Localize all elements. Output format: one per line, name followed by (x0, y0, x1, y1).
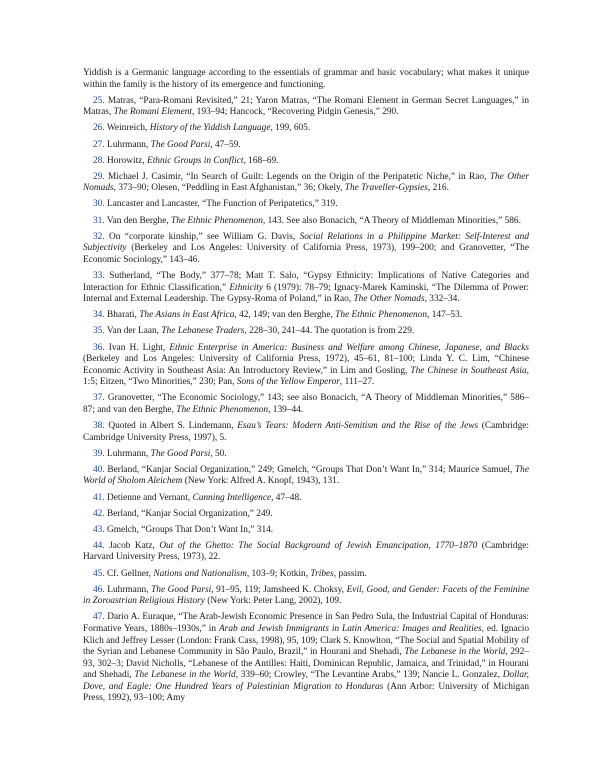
endnote-text: Berland, “Kanjar Social Organization,” 249; Gmelch, “Groups That Don’t Want In,” 314; Maurice Samuel, (104, 464, 515, 475)
endnote-text: Van der Laan, (104, 326, 162, 337)
endnote-text: , 216. (427, 183, 449, 194)
endnote-text: Van den Berghe, (104, 215, 172, 226)
endnote (83, 326, 529, 338)
endnote-number-link[interactable]: 46. (93, 584, 105, 595)
endnote-text: (Cambridge: Harvard University Press, 1973), 22. (83, 540, 530, 563)
endnote-number-link[interactable]: 47. (93, 612, 105, 623)
endnote-text: , 111–27. (339, 377, 375, 388)
endnote-title-italic: The Ethnic Phenomenon (335, 310, 428, 321)
endnote-number-link[interactable]: 39. (93, 448, 105, 459)
endnote-text: (Cambridge: Cambridge University Press, 1997), 5. (83, 420, 529, 443)
endnote-title-italic: Ethnic Enterprise in America: Business and Welfare among Chinese, Japanese, and Blacks (169, 342, 530, 353)
endnote-number-link[interactable]: 29. (93, 171, 105, 182)
endnote-number-link[interactable]: 30. (93, 199, 105, 210)
endnote-title-italic: Tribes (310, 568, 334, 579)
endnote (83, 421, 529, 444)
endnote-number-link[interactable]: 26. (93, 123, 105, 134)
endnote (83, 449, 529, 461)
endnote-text: Granovetter, “The Economic Sociology,” 143; see also Bonacich, “A Theory of Middleman Minorities,” 586–87; and van den Berghe, (83, 393, 529, 415)
endnote-text: Michael J. Casimir, “In Search of Guilt: Legends on the Origin of the Peripatetic Niche,” in Rao, (104, 171, 490, 182)
endnote-title-italic: The Good Parsi (151, 584, 212, 595)
endnote-text: Detienne and Vernant, (104, 492, 193, 503)
endnote-number-link[interactable]: 25. (93, 95, 105, 106)
endnote-text: On “corporate kinship,” see William G. Davis, (104, 231, 300, 242)
endnote-number-link[interactable]: 43. (93, 524, 105, 535)
endnote-title-italic: Sons of the Yellow Emperor (236, 377, 340, 388)
endnote-text: , 339–60; Crowley, “The Levantine Arabs,” 139; Nancie L. Gonzalez, (235, 670, 503, 681)
endnote (83, 199, 529, 211)
endnote-text: (Berkeley and Los Angeles: University of California Press, 1972), 45–61, 81–100; Linda Y. C. Lim, “Chinese Economic Activity in Southeast Asia: An Introductory Review,” in Lim and Gosling, (83, 354, 529, 376)
endnote-title-italic: Nations and Nationalism (153, 568, 247, 579)
endnote-text: Luhrmann, (104, 448, 151, 459)
endnote-title-italic: Esau’s Tears: Modern Anti-Semitism and the Rise of the Jews (237, 420, 479, 431)
endnote-text: , 373–90; Olesen, “Peddling in East Afghanistan,” 36; Okely, (113, 183, 345, 194)
endnote-text: , 143. See also Bonacich, “A Theory of Middleman Minorities,” 586. (262, 215, 521, 226)
endnote-text: Luhrmann, (104, 584, 152, 595)
endnote-number-link[interactable]: 41. (93, 492, 105, 503)
endnote (83, 123, 529, 135)
endnote (83, 569, 529, 581)
endnote (83, 465, 529, 488)
endnote (83, 310, 529, 322)
endnote-text: 6 (1979): 78–79; Ignacy-Marek Kaminski, “The Dilemma of Power: Internal and External Leadership. The Gypsy-Roma of Poland,” in Rao, (83, 282, 529, 305)
endnote-text: (New York: Alfred A. Knopf, 1943), 131. (182, 476, 340, 487)
endnote-title-italic: The Good Parsi (150, 448, 211, 459)
endnote-text: , 47–59. (210, 139, 241, 150)
endnote-text: Ivan H. Light, (104, 342, 170, 353)
endnote-text: Berland, “Kanjar Social Organization,” 249. (104, 508, 273, 519)
endnote-text: Gmelch, “Groups That Don’t Want In,” 314. (104, 524, 274, 535)
endnote-title-italic: The Ethnic Phenomenon (176, 404, 269, 415)
endnote-number-link[interactable]: 27. (93, 139, 105, 150)
endnote-title-italic: The Asians in East Africa (139, 310, 235, 321)
endnote-text: Dario A. Euraque, “The Arab-Jewish Economic Presence in San Pedro Sula, the Industrial Capital of Honduras: Formative Years, 1880s–1930s,” in (83, 612, 529, 634)
endnote-text: , 1:5; Eitzen, “Two Minorities,” 230; Pan, (83, 365, 529, 388)
endnote-title-italic: Cunning Intelligence (192, 492, 272, 503)
endnote-number-link[interactable]: 44. (93, 540, 105, 551)
endnote-title-italic: The Lebanese Traders (161, 326, 245, 337)
endnote (83, 541, 529, 564)
endnote-text: Matras, “Para-Romani Revisited,” 21; Yaron Matras, “The Romani Element in German Secret Languages,” in Matras, (83, 95, 529, 118)
endnote-text: Cf. Gellner, (104, 568, 154, 579)
continuation-paragraph: Yiddish is a Germanic language according to the essentials of grammar and basic vocabulary; what makes it unique within the family is the history of its emergence and functioning. (83, 68, 529, 90)
endnote-title-italic: Social Relations in a Philippine Market: Self-Interest and Subjectivity (83, 231, 529, 254)
endnote-title-italic: Ethnic Groups in Conflict (147, 155, 244, 166)
endnote-title-italic: The Ethnic Phenomenon (171, 215, 263, 226)
endnote-text: , 193–94; Hancock, “Recovering Pidgin Genesis,” 290. (192, 107, 399, 118)
endnote-text: , 42, 149; van den Berghe, (234, 310, 336, 321)
endnote-number-link[interactable]: 33. (93, 271, 105, 281)
endnote-text: Horowitz, (104, 155, 147, 166)
endnote-text: Weinreich, (104, 123, 150, 134)
endnote-text: (Ann Arbor: University of Michigan Press, 1992), 93–100; Amy (83, 681, 529, 704)
endnote-text: , 91–95, 119; Jamsheed K. Choksy, (211, 584, 347, 595)
endnote-title-italic: The Traveller-Gypsies (344, 183, 428, 194)
endnotes-list (83, 96, 529, 705)
endnote (83, 140, 529, 152)
endnote (83, 232, 529, 267)
endnote-text: Quoted in Albert S. Lindemann, (104, 420, 238, 431)
endnote-number-link[interactable]: 42. (93, 508, 105, 519)
endnote-number-link[interactable]: 28. (93, 155, 105, 166)
endnote-title-italic: Dollar, Dove, and Eagle: One Hundred Years of Palestinian Migration to Honduras (83, 670, 529, 692)
endnote (83, 271, 529, 306)
endnote-text: , 199, 605. (270, 123, 311, 134)
endnote-number-link[interactable]: 45. (93, 568, 105, 579)
endnote-text: , 50. (210, 448, 227, 459)
endnote-text: , 139–44. (268, 404, 304, 415)
endnote-text: , ed. Ignacio Klich and Jeffrey Lesser (London: Frank Cass, 1998), 95, 109; Clark S. Knowlton, “The Social and Spatial Mobility of the Syrian and Lebanese Community in São Paulo, Brazil,” in Hourani and Shehadi, (83, 623, 529, 658)
endnote-text: , passim. (333, 568, 367, 579)
endnote-title-italic: The Chinese in Southeast Asia (410, 365, 527, 376)
endnote-text: Bharati, (104, 310, 140, 321)
endnote-title-italic: The Other Nomads (353, 294, 425, 305)
endnote-text: , 228–30, 241–44. The quotation is from 229. (244, 326, 415, 337)
endnote-number-link[interactable]: 37. (93, 393, 105, 404)
endnote-title-italic: Out of the Ghetto: The Social Background of Jewish Emancipation, 1770–1870 (159, 540, 478, 551)
endnote (83, 612, 529, 704)
endnote-number-link[interactable]: 34. (93, 310, 105, 321)
endnote-number-link[interactable]: 36. (93, 342, 105, 353)
endnote-text: Jacob Katz, (104, 540, 160, 551)
endnote-number-link[interactable]: 32. (93, 231, 105, 242)
endnote-text: , 292–93, 302–3; David Nicholls, “Lebanese of the Antilles: Haiti, Dominican Republic, Jamaica, and Trinidad,” in Hourani and Shehadi, (83, 647, 529, 681)
endnote (83, 343, 529, 389)
endnote-title-italic: Evil, Good, and Gender: Facets of the Feminine in Zoroastrian Religious History (83, 584, 530, 607)
endnote (83, 509, 529, 521)
endnote-title-italic: The Good Parsi (150, 139, 211, 150)
endnote-number-link[interactable]: 38. (93, 420, 105, 431)
endnote (83, 156, 529, 168)
endnotes-page (83, 68, 529, 709)
endnote-text: Luhrmann, (104, 139, 151, 150)
endnote-text: , 332–34. (424, 294, 460, 305)
endnote (83, 525, 529, 537)
endnote (83, 172, 529, 195)
endnote-text: (Berkeley and Los Angeles: University of California Press, 1973), 199–200; and Granovetter, “The Economic Sociology,” 143–46. (83, 243, 529, 265)
endnote (83, 96, 529, 119)
endnote (83, 393, 529, 416)
endnote-text: (New York: Peter Lang, 2002), 109. (204, 596, 342, 607)
endnote-title-italic: The Lebanese in the World (134, 670, 236, 681)
endnote-title-italic: History of the Yiddish Language (149, 123, 271, 134)
endnote-text: , 47–48. (271, 492, 302, 503)
endnote (83, 216, 529, 228)
endnote (83, 493, 529, 505)
endnote-title-italic: Arab and Jewish Immigrants in Latin America: Images and Realities (218, 623, 482, 634)
endnote-text: Lancaster and Lancaster, “The Function of Peripatetics,” 319. (104, 199, 338, 210)
endnote-text: Sutherland, “The Body,” 377–78; Matt T. Salo, “Gypsy Ethnicity: Implications of Native Categories and Interaction for Ethnic Classification,” (83, 271, 529, 293)
endnote (83, 585, 529, 608)
endnote-text: , 168–69. (243, 155, 279, 166)
endnote-text: , 103–9; Kotkin, (246, 568, 311, 579)
endnote-text: , 147–53. (427, 310, 463, 321)
endnote-title-italic: The Lebanese in the World (404, 647, 506, 658)
endnote-number-link[interactable]: 40. (93, 464, 105, 475)
endnote-number-link[interactable]: 31. (93, 215, 105, 226)
endnote-number-link[interactable]: 35. (93, 326, 105, 337)
endnote-title-italic: The Other Nomads (83, 171, 529, 194)
endnote-title-italic: The World of Sholom Aleichem (83, 464, 529, 487)
endnote-title-italic: The Romani Element (113, 107, 192, 118)
endnote-title-italic: Ethnicity (229, 282, 264, 293)
